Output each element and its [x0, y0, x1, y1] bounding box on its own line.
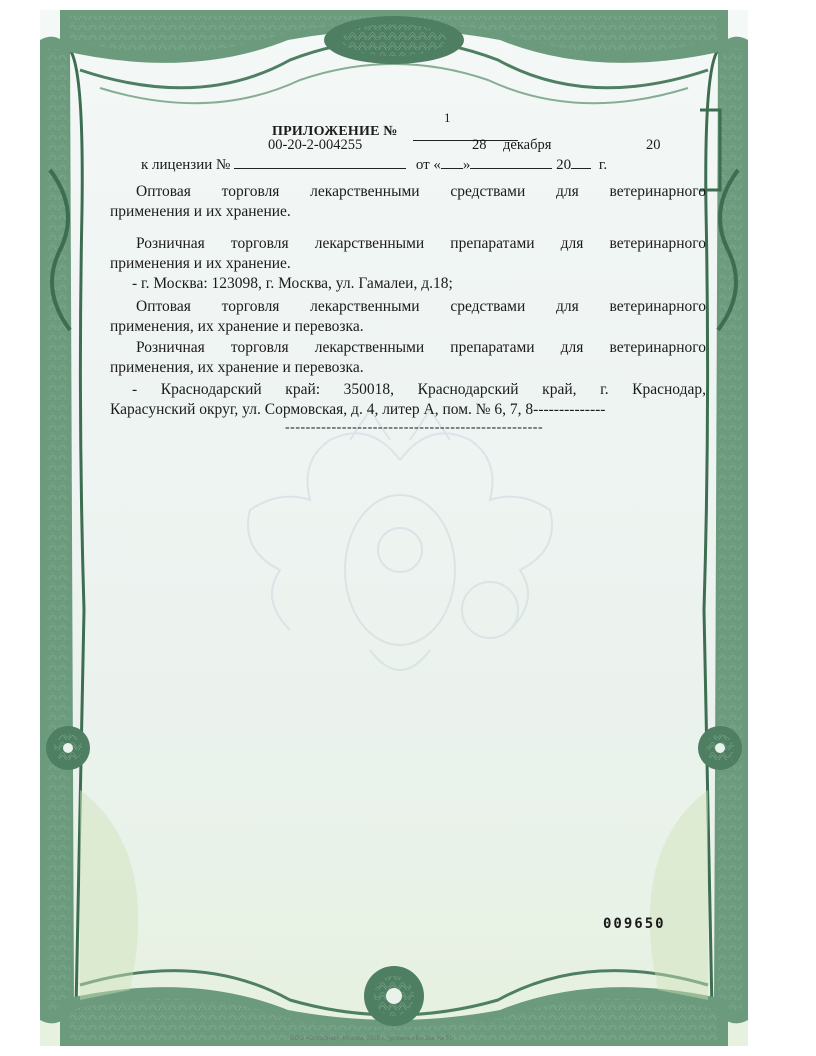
- double-headed-eagle-watermark: [220, 400, 580, 700]
- day-blank: [441, 154, 463, 169]
- address-krasnodar-line-2: Карасунский округ, ул. Сормовская, д. 4, литер А, пом. № 6, 7, 8--------------: [110, 401, 606, 418]
- year-prefix: 20: [556, 157, 572, 173]
- paragraph-1-line-2: применения и их хранение.: [110, 203, 291, 220]
- address-krasnodar-line-1: - Краснодарский край: 350018, Краснодарский край, г. Краснодар,: [132, 381, 706, 398]
- month-blank: [470, 154, 552, 169]
- address-moscow: - г. Москва: 123098, г. Москва, ул. Гамалеи, д.18;: [132, 275, 453, 292]
- paragraph-1: [110, 182, 706, 222]
- paragraph-4: [110, 338, 706, 378]
- year-end-label: г.: [598, 157, 608, 173]
- license-reference-row: [141, 154, 607, 174]
- year-blank: [571, 154, 591, 169]
- license-prefix-label: к лицензии №: [141, 157, 231, 173]
- paragraph-3-line-2: применения, их хранение и перевозка.: [110, 318, 364, 335]
- address-krasnodar: [110, 380, 706, 420]
- from-label: от «: [415, 157, 441, 173]
- quote-close: »: [462, 157, 471, 173]
- paragraph-1-line-1: Оптовая торговля лекарственными средствами для ветеринарного: [136, 183, 706, 200]
- paragraph-3-line-1: Оптовая торговля лекарственными средствами для ветеринарного: [136, 298, 706, 315]
- closing-dash-line: --------------------------------------------------: [285, 420, 544, 435]
- paragraph-4-line-2: применения, их хранение и перевозка.: [110, 359, 364, 376]
- form-serial-number: 009650: [603, 916, 666, 932]
- paragraph-2-line-1: Розничная торговля лекарственными препаратами для ветеринарного: [136, 235, 706, 252]
- paragraph-2: [110, 234, 706, 294]
- license-number-blank: [234, 154, 406, 169]
- year-value: 20: [646, 137, 661, 153]
- paragraph-3: [110, 297, 706, 337]
- day-value: 28: [472, 137, 487, 153]
- license-number-value: 00-20-2-004255: [268, 137, 363, 153]
- printer-imprint: ООО «СпецЗнак», Москва, 2019 г., уровень «Б» Зак. № 51: [290, 1036, 453, 1042]
- paragraph-4-line-1: Розничная торговля лекарственными препаратами для ветеринарного: [136, 339, 706, 356]
- month-value: декабря: [503, 137, 552, 153]
- appendix-number: 1: [444, 110, 451, 125]
- paragraph-2-line-2: применения и их хранение.: [110, 255, 291, 272]
- appendix-title: ПРИЛОЖЕНИЕ №: [272, 124, 398, 139]
